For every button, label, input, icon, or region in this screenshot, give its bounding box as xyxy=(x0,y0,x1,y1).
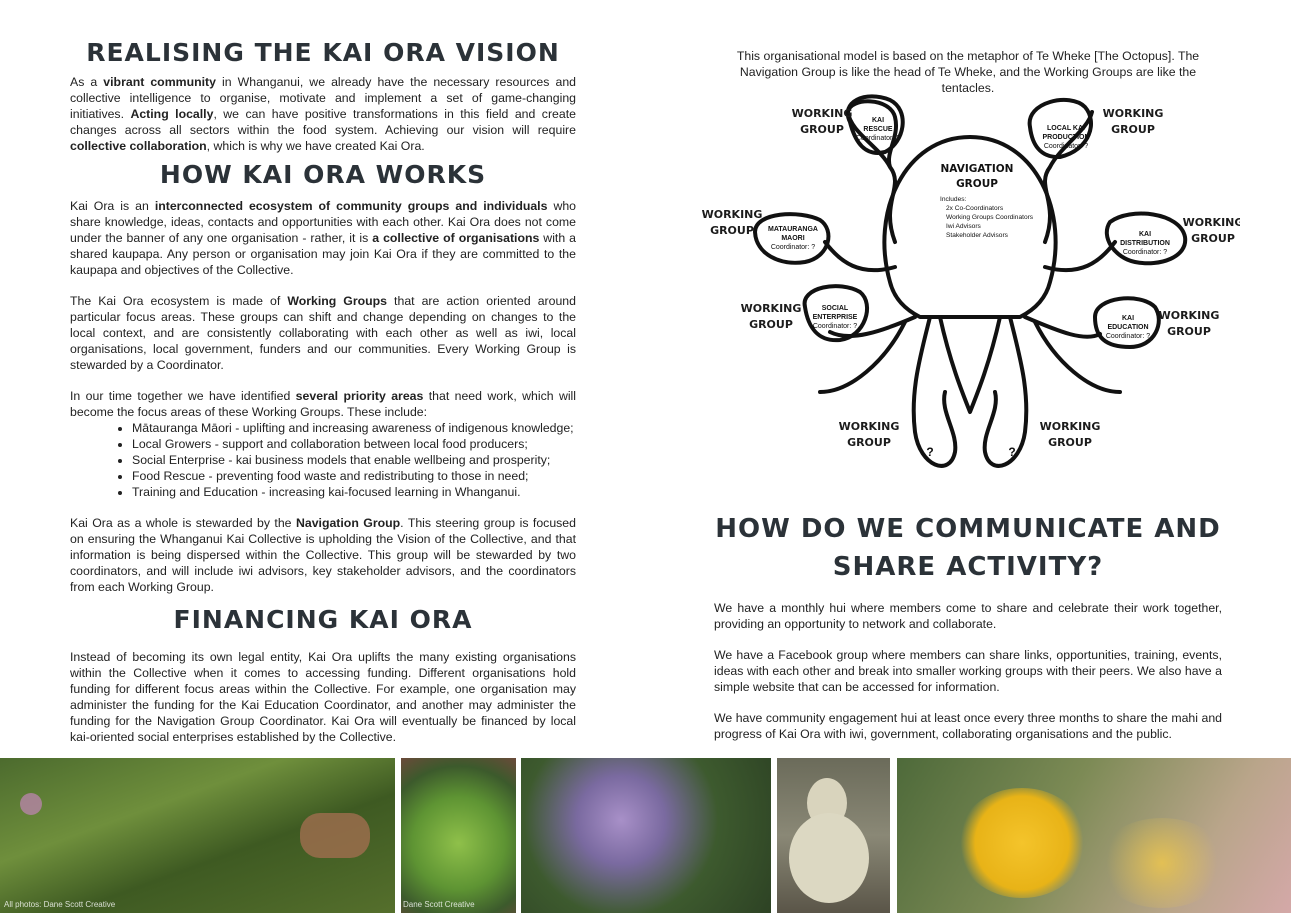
comm-paragraph: We have a Facebook group where members can share links, opportunities, training, events, ideas with each other and break into smaller working groups with their peers. We also have a simple website that can be accessed for information. xyxy=(714,648,1222,694)
svg-text:KAI: KAI xyxy=(871,117,885,124)
te-wheke-diagram xyxy=(700,92,1240,492)
photo-lettuce xyxy=(401,758,516,913)
svg-text:EDUCATION: EDUCATION xyxy=(1107,324,1149,331)
works-paragraph-2: The Kai Ora ecosystem is made of Working Groups that are action oriented around particular focus areas. These groups can shift and change depending on changes to the local context, and are consistently collaborating with each other as well as iwi, local organisations, local government, funders and our communities. Every Working Group is stewarded by a Coordinator. xyxy=(70,294,576,372)
working-group-label xyxy=(839,420,900,449)
photo-garden-harvest xyxy=(0,758,395,913)
svg-text:GROUP: GROUP xyxy=(1191,232,1235,245)
working-group-label xyxy=(741,302,802,331)
svg-text:WORKING: WORKING xyxy=(838,420,900,433)
svg-text:WORKING: WORKING xyxy=(1158,309,1220,322)
octopus-svg xyxy=(700,92,1240,492)
svg-text:KAI: KAI xyxy=(1138,231,1152,238)
photo-credit: All photos: Dane Scott Creative xyxy=(4,900,116,909)
nav-includes: Includes: xyxy=(940,196,967,203)
svg-text:DISTRIBUTION: DISTRIBUTION xyxy=(1120,240,1170,247)
heading-communicate-1: HOW DO WE COMMUNICATE AND xyxy=(715,514,1221,544)
svg-text:MAORI: MAORI xyxy=(781,235,805,242)
svg-text:GROUP: GROUP xyxy=(1048,436,1092,449)
nav-title-2: GROUP xyxy=(956,178,998,190)
financing-paragraph: Instead of becoming its own legal entity, Kai Ora uplifts the many existing organisations within the Collective when it comes to accessing funding. Different organisations hold funding for different focus areas within the Collective. For example, one organisation may administer the funding for the Kai Education Coordinator, and another may administer the funding for the Navigation Group Coordinator. Kai Ora will eventually be financed by local kai-oriented social enterprises established by the Collective. xyxy=(70,650,576,744)
svg-text:WORKING: WORKING xyxy=(791,107,853,120)
heading-communicate-2: SHARE ACTIVITY? xyxy=(832,552,1104,582)
working-group-label xyxy=(1040,420,1101,449)
svg-text:WORKING: WORKING xyxy=(740,302,802,315)
svg-text:GROUP: GROUP xyxy=(800,123,844,136)
working-group-label xyxy=(1183,216,1240,245)
comm-paragraph: We have community engagement hui at least once every three months to share the mahi and progress of Kai Ora with iwi, government, collaborating organisations and the public. xyxy=(714,711,1222,741)
list-item: • Food Rescue - preventing food waste and redistributing to those in need; xyxy=(132,468,576,484)
svg-text:WORKING: WORKING xyxy=(701,208,763,221)
bubble-label-kai-rescue xyxy=(856,117,900,142)
svg-text:WORKING: WORKING xyxy=(1039,420,1101,433)
list-item: • Training and Education - increasing kai-focused learning in Whanganui. xyxy=(132,484,576,500)
priority-list xyxy=(70,420,576,500)
svg-text:KAI: KAI xyxy=(1121,315,1135,322)
photo-credit: Dane Scott Creative xyxy=(403,900,475,909)
bubble-label-social-enterprise xyxy=(813,305,858,330)
unknown-group-mark: ? xyxy=(1008,445,1016,459)
photo-purple-flowers xyxy=(521,758,771,913)
svg-text:Coordinator: ?: Coordinator: ? xyxy=(812,323,858,330)
bubble-label-kai-distribution xyxy=(1120,231,1170,256)
working-group-label xyxy=(792,107,853,136)
svg-text:GROUP: GROUP xyxy=(1111,123,1155,136)
photo-strip xyxy=(0,758,1291,913)
octopus-intro: This organisational model is based on the metaphor of Te Wheke [The Octopus]. The Navigation Group is like the head of Te Wheke, and the Working Groups are like the tentacles. xyxy=(736,49,1200,95)
heading-vision: REALISING THE KAI ORA VISION xyxy=(86,38,560,67)
bubble-label-local-kai xyxy=(1042,125,1089,150)
vision-paragraph: As a vibrant community in Whanganui, we already have the necessary resources and collective intelligence to organise, motivate and implement a set of game-changing initiatives. Acting locally, we can have positive transformations in this field and create changes across all sectors within the food system. Achieving our vision will require collective collaboration, which is why we have created Kai Ora. xyxy=(70,75,576,153)
svg-text:GROUP: GROUP xyxy=(847,436,891,449)
heading-how-works: HOW KAI ORA WORKS xyxy=(159,160,487,189)
working-group-label xyxy=(702,208,763,237)
unknown-group-mark: ? xyxy=(926,445,934,459)
nav-item: Working Groups Coordinators xyxy=(946,214,1034,221)
svg-text:RESCUE: RESCUE xyxy=(863,126,893,133)
svg-text:ENTERPRISE: ENTERPRISE xyxy=(812,314,858,321)
svg-text:Coordinator: ?: Coordinator: ? xyxy=(770,244,816,251)
list-item: • Mātauranga Māori - uplifting and increasing awareness of indigenous knowledge; xyxy=(132,420,576,436)
comm-paragraph: We have a monthly hui where members come to share and celebrate their work together, providing an opportunity to network and collaborate. xyxy=(714,601,1222,631)
tentacle xyxy=(985,317,1027,466)
svg-text:MATAURANGA: MATAURANGA xyxy=(768,226,818,233)
svg-text:GROUP: GROUP xyxy=(1167,325,1211,338)
svg-text:SOCIAL: SOCIAL xyxy=(821,305,849,312)
bubble-label-matauranga xyxy=(768,226,818,251)
heading-financing: FINANCING KAI ORA xyxy=(173,605,473,634)
photo-yellow-flowers xyxy=(897,758,1291,913)
svg-text:Coordinator: ?: Coordinator: ? xyxy=(1122,249,1168,256)
nav-item: Iwi Advisors xyxy=(946,223,981,230)
nav-item: Stakeholder Advisors xyxy=(946,232,1008,239)
svg-text:GROUP: GROUP xyxy=(710,224,754,237)
svg-text:GROUP: GROUP xyxy=(749,318,793,331)
svg-text:WORKING: WORKING xyxy=(1182,216,1240,229)
works-paragraph-4: Kai Ora as a whole is stewarded by the Navigation Group. This steering group is focused on ensuring the Whanganui Kai Collective is upholding the Vision of the Collective, and that information is being dispersed within the Collective. This group will be stewarded by two coordinators, and will include iwi advisors, key stakeholder advisors, and the coordinators from each Working Group. xyxy=(70,516,576,594)
works-paragraph-1: Kai Ora is an interconnected ecosystem of community groups and individuals who share knowledge, ideas, contacts and opportunities with each other. Kai Ora does not come under the banner of any one organisation - rather, it is a collective of organisations with a shared kaupapa. Any person or organisation may join Kai Ora if they are committed to the kaupapa and objectives of the Collective. xyxy=(70,199,577,277)
svg-text:Coordinator: ?: Coordinator: ? xyxy=(855,135,901,142)
working-group-label xyxy=(1103,107,1164,136)
nav-item: 2x Co-Coordinators xyxy=(946,205,1004,212)
left-column xyxy=(70,38,576,745)
working-group-label xyxy=(1159,309,1220,338)
svg-text:PRODUCTION: PRODUCTION xyxy=(1042,134,1090,141)
svg-text:Coordinator: ?: Coordinator: ? xyxy=(1105,333,1151,340)
list-item: • Local Growers - support and collaboration between local food producers; xyxy=(132,436,576,452)
communication-section xyxy=(714,510,1222,742)
works-paragraph-3: In our time together we have identified several priority areas that need work, which will become the focus areas of these Working Groups. These include: xyxy=(70,389,577,419)
svg-text:WORKING: WORKING xyxy=(1102,107,1164,120)
tentacle xyxy=(914,317,956,466)
svg-text:Coordinator: ?: Coordinator: ? xyxy=(1043,143,1089,150)
list-item: • Social Enterprise - kai business models that enable wellbeing and prosperity; xyxy=(132,452,576,468)
nav-title-1: NAVIGATION xyxy=(940,163,1014,175)
tentacle xyxy=(940,317,1000,412)
right-column xyxy=(714,48,1222,96)
svg-text:LOCAL KAI: LOCAL KAI xyxy=(1047,125,1085,132)
bubble-label-kai-education xyxy=(1106,315,1150,340)
photo-gourd xyxy=(777,758,890,913)
